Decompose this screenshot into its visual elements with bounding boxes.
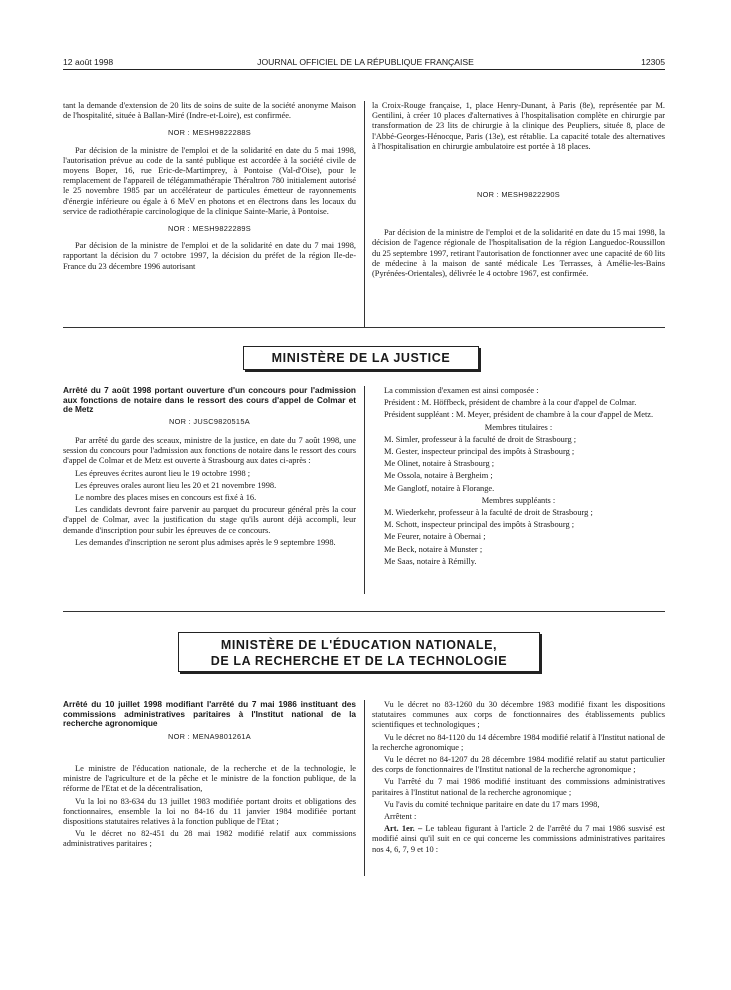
ministry-heading-education xyxy=(178,632,540,672)
paragraph: Vu la loi no 83-634 du 13 juillet 1983 modifiée portant droits et obligations des fonctionnaires, ensemble la loi no 84-16 du 11 janvier 1984 modifiée portant dispositions statutaires relatives à la fonction publique de l'Etat ; xyxy=(63,796,356,826)
paragraph: Les épreuves orales auront lieu les 20 et 21 novembre 1998. xyxy=(75,480,277,490)
member-line: M. Wiederkehr, professeur à la faculté de droit de Strasbourg ; xyxy=(384,508,593,518)
article-text: Le tableau figurant à l'article 2 de l'arrêté du 7 mai 1986 susvisé est modifié ainsi qu'il suit en ce qui concerne les commissions administratives paritaires nos 4, 6, 7, 9 et 10 : xyxy=(372,824,666,854)
paragraph: Vu le décret no 84-1207 du 28 décembre 1984 modifié relatif au statut particulier des corps de fonctionnaires de l'Institut national de la recherche agronomique ; xyxy=(372,755,665,775)
member-line: Me Ossola, notaire à Bergheim ; xyxy=(384,471,493,481)
paragraph: Président suppléant : M. Meyer, président de chambre à la cour d'appel de Metz. xyxy=(384,410,654,420)
decree-title: Arrêté du 7 août 1998 portant ouverture d'un concours pour l'admission aux fonctions de notaire dans le ressort des cours d'appel de Colmar et de Metz xyxy=(63,385,356,415)
ministry-heading-line: MINISTÈRE DE L'ÉDUCATION NATIONALE, xyxy=(220,638,498,652)
paragraph: Arrêtent : xyxy=(384,812,417,822)
header-rule xyxy=(63,69,665,70)
paragraph: Le nombre des places mises en concours est fixé à 16. xyxy=(75,493,257,502)
nor-reference: NOR : MESH9822288S xyxy=(167,128,252,138)
top-left-column xyxy=(63,101,356,274)
column-divider xyxy=(364,700,365,876)
member-line: M. Gester, inspecteur principal des impôts à Strasbourg ; xyxy=(384,447,575,457)
subheading: Membres titulaires : xyxy=(484,422,553,432)
member-line: M. Schott, inspecteur principal des impôts à Strasbourg ; xyxy=(384,520,575,530)
header-title: JOURNAL OFFICIEL DE LA RÉPUBLIQUE FRANÇAISE xyxy=(257,57,474,67)
paragraph: La commission d'examen est ainsi composée : xyxy=(384,386,539,395)
member-line: Me Olinet, notaire à Strasbourg ; xyxy=(384,459,495,469)
member-line: Me Beck, notaire à Munster ; xyxy=(384,544,483,554)
paragraph: Président : M. Höffbeck, président de chambre à la cour d'appel de Colmar. xyxy=(384,398,637,408)
header-date: 12 août 1998 xyxy=(63,57,114,67)
ministry-heading-line: DE LA RECHERCHE ET DE LA TECHNOLOGIE xyxy=(210,654,508,668)
paragraph: Le ministre de l'éducation nationale, de la recherche et de la technologie, le ministre de l'agriculture et de la pêche et le ministre de la fonction publique, de la réforme de l'Etat et de la décentralisation, xyxy=(63,763,356,794)
article-paragraph xyxy=(372,824,665,855)
paragraph: la Croix-Rouge française, 1, place Henry-Dunant, à Paris (8e), représentée par M. Gentilini, à créer 10 places d'alternatives à l'hospitalisation complète en chirurgie par transformation de 23 lits de chirurgie à la clinique des Peupliers, située 8, place de l'Abbé-Georges-Hénocque, Paris (13e), est rétablie. La capacité totale des alternatives à l'hospitalisation en chirurgie ambulatoire est portée à 18 places. xyxy=(372,101,665,151)
paragraph: Par décision de la ministre de l'emploi et de la solidarité en date du 5 mai 1998, l'autorisation prévue au code de la santé publique est accordée à la société civile de moyens Boper, 16, rue Eric-de-Martimprey, à Pontoise (Val-d'Oise), pour le remplacement de l'appareil de télégammathérapie Théraltron 780 initialement autorisé le 25 novembre 1985 par un accélérateur de particules émetteur de rayonnements d'énergie inférieure ou égale à 6 MeV en photons et en électrons dans les locaux du service de radiothérapie carcinologique de la clinique Sainte-Marie, à Pontoise. xyxy=(63,145,356,216)
decree-title: Arrêté du 10 juillet 1998 modifiant l'arrêté du 7 mai 1986 instituant des commissions administratives paritaires à l'Institut national de la recherche agronomique xyxy=(63,699,356,729)
paragraph: Les candidats devront faire parvenir au parquet du procureur général près la cour d'appel de Colmar, avec la justification du stage qu'ils auront déjà accompli, leur demande d'inscription pour subir les épreuves de ce concours. xyxy=(63,505,356,535)
paragraph: Les épreuves écrites auront lieu le 19 octobre 1998 ; xyxy=(75,468,251,478)
column-divider xyxy=(364,386,365,594)
nor-reference: NOR : JUSC9820515A xyxy=(169,416,250,426)
header-page-number: 12305 xyxy=(641,57,665,67)
nor-reference: NOR : MESH9822290S xyxy=(476,190,561,200)
paragraph: tant la demande d'extension de 20 lits de soins de suite de la société anonyme Maison de l'hospitalité, située à Ballan-Miré (Indre-et-Loire), est confirmée. xyxy=(63,101,356,121)
nor-reference: NOR : MENA9801261A xyxy=(167,731,252,741)
top-right-column xyxy=(372,101,665,281)
justice-right-column xyxy=(372,386,665,569)
paragraph: Vu l'avis du comité technique paritaire en date du 17 mars 1998, xyxy=(384,799,600,809)
paragraph: Par décision de la ministre de l'emploi et de la solidarité en date du 15 mai 1998, la décision de l'agence régionale de l'hospitalisation de la région Languedoc-Roussillon du 25 septembre 1997, retirant l'autorisation de fonctionner avec une capacité de 60 lits de médecine à la maison de santé médicale Les Terrasses, à Amélie-les-Bains (Pyrénées-Orientales), délivrée le 4 octobre 1967, est confirmée. xyxy=(372,228,665,279)
section-rule xyxy=(63,327,665,328)
education-left-column xyxy=(63,700,356,852)
nor-reference: NOR : MESH9822289S xyxy=(167,224,252,234)
education-right-column xyxy=(372,700,665,857)
column-divider xyxy=(364,101,365,327)
paragraph: Vu le décret no 84-1120 du 14 décembre 1984 modifié relatif à l'Institut national de la recherche agronomique ; xyxy=(372,732,665,752)
member-line: M. Simler, professeur à la faculté de droit de Strasbourg ; xyxy=(384,434,577,444)
member-line: Me Ganglotf, notaire à Florange. xyxy=(384,483,495,493)
paragraph: Par arrêté du garde des sceaux, ministre de la justice, en date du 7 août 1998, une session du concours pour l'admission aux fonctions de notaire dans le ressort des cours d'appel de Colmar et de Metz est ouverte à Strasbourg aux dates ci-après : xyxy=(63,435,356,466)
section-rule xyxy=(63,611,665,612)
paragraph: Vu l'arrêté du 7 mai 1986 modifié instituant des commissions administratives paritaires à l'Institut national de la recherche agronomique ; xyxy=(372,777,665,797)
paragraph: Par décision de la ministre de l'emploi et de la solidarité en date du 7 mai 1998, rapportant la décision du 7 octobre 1997, la décision du préfet de la région Ile-de-France du 23 décembre 1996 autorisant xyxy=(63,241,356,271)
article-label: Art. 1er. – xyxy=(384,824,423,834)
paragraph: Vu le décret no 83-1260 du 30 décembre 1983 modifié fixant les dispositions statutaires communes aux corps de fonctionnaires des établissements publics scientifiques et technologiques ; xyxy=(372,700,665,730)
paragraph: Les demandes d'inscription ne seront plus admises après le 9 septembre 1998. xyxy=(75,537,336,547)
subheading: Membres suppléants : xyxy=(481,495,556,505)
justice-left-column xyxy=(63,386,356,550)
paragraph: Vu le décret no 82-451 du 28 mai 1982 modifié relatif aux commissions administratives paritaires ; xyxy=(63,829,356,849)
member-line: Me Saas, notaire à Rémilly. xyxy=(384,556,477,566)
member-line: Me Feurer, notaire à Obernai ; xyxy=(384,532,486,542)
ministry-heading-justice: MINISTÈRE DE LA JUSTICE xyxy=(243,346,479,370)
